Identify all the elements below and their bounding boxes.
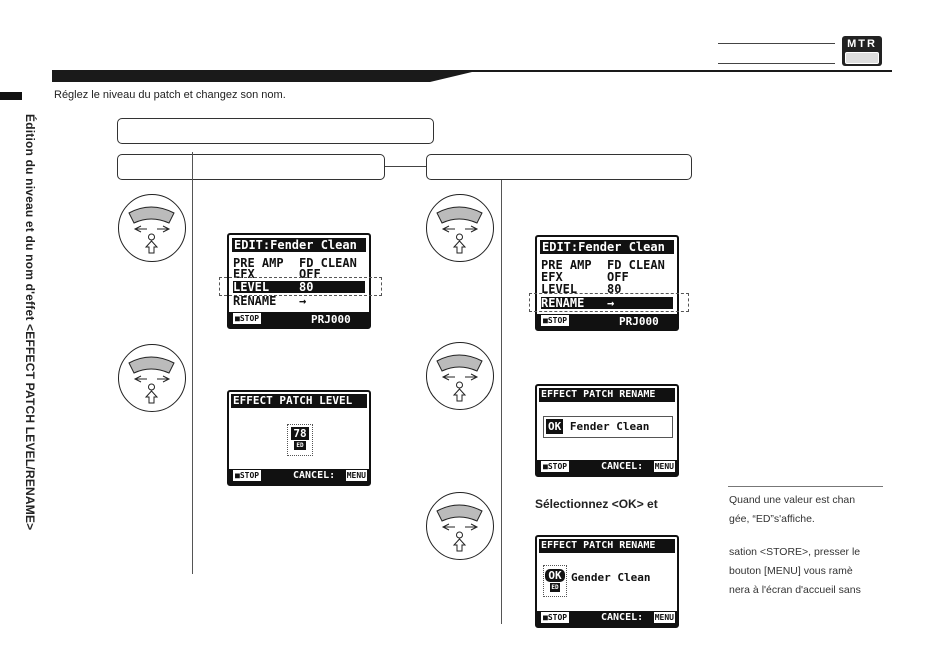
lcd-row: EFX OFF — [233, 267, 321, 281]
lcd-status-bar — [537, 460, 677, 475]
ok-button: OK — [545, 569, 565, 582]
ok-button: OK — [548, 420, 562, 433]
selection-highlight — [529, 293, 689, 312]
note-2 — [729, 543, 889, 600]
lcd-status-bar — [537, 611, 677, 626]
dial-icon — [426, 194, 494, 262]
step-box-main — [117, 118, 434, 144]
lcd-row: RENAME → — [233, 294, 307, 308]
lcd-row: EFX OFF — [541, 270, 629, 284]
lcd-title: EDIT:Fender Clean — [232, 238, 366, 252]
lcd-rename-fender — [535, 384, 679, 477]
dial-icon — [118, 194, 186, 262]
mtr-badge-icon — [845, 52, 879, 64]
project-name: PRJ000 — [311, 313, 351, 326]
patch-name: Gender Clean — [571, 571, 651, 584]
cancel-label: CANCEL: — [601, 461, 644, 472]
step-box-rename — [426, 154, 692, 180]
note-1 — [729, 491, 889, 529]
lcd-row: PRE AMP FD CLEAN — [541, 258, 665, 272]
stop-label: ■STOP — [235, 471, 260, 480]
dial-icon — [426, 342, 494, 410]
lcd-status-bar — [229, 312, 369, 327]
menu-label: MENU — [346, 471, 366, 480]
note-line: bouton [MENU] vous ramè — [729, 565, 853, 577]
lcd-row: PRE AMP FD CLEAN — [233, 256, 357, 270]
note-rule — [728, 486, 883, 487]
header-bar — [52, 70, 892, 82]
lcd-edit-rename — [535, 235, 679, 331]
stop-label: ■STOP — [543, 462, 568, 471]
dial-icon — [426, 492, 494, 560]
header-rule-top — [718, 43, 835, 44]
lcd-row: LEVEL 80 — [541, 282, 622, 296]
level-box — [287, 424, 313, 456]
stop-label: ■STOP — [235, 314, 260, 323]
patch-name: Fender Clean — [569, 420, 650, 433]
menu-label: MENU — [654, 462, 674, 471]
cancel-label: CANCEL: — [293, 470, 336, 481]
note-line: gée, “ED”s'affiche. — [729, 513, 815, 525]
box-connector — [385, 166, 426, 167]
lcd-status-bar — [229, 469, 369, 484]
column-line-left — [192, 152, 193, 574]
project-name: PRJ000 — [619, 315, 659, 328]
ed-tag: ED — [551, 584, 559, 591]
stop-label: ■STOP — [543, 316, 568, 325]
step-box-level — [117, 154, 385, 180]
name-field — [543, 416, 673, 438]
cancel-label: CANCEL: — [601, 612, 644, 623]
mtr-badge-label: MTR — [847, 38, 877, 50]
lcd-rename-gender — [535, 535, 679, 628]
intro-text: Réglez le niveau du patch et changez son nom. — [54, 89, 286, 101]
header-rule-bottom — [718, 63, 835, 64]
lcd-row-selected: LEVEL 80 — [233, 281, 365, 293]
side-tab — [0, 92, 22, 100]
ok-box — [543, 565, 567, 597]
note-line: Quand une valeur est chan — [729, 494, 856, 506]
select-ok-text: Sélectionnez <OK> et — [535, 497, 658, 511]
side-title: Édition du niveau et du nom d'effet <EFFECT PATCH LEVEL/RENAME> — [23, 114, 37, 531]
ed-tag: ED — [294, 441, 306, 450]
lcd-title: EFFECT PATCH LEVEL — [231, 394, 367, 408]
menu-label: MENU — [654, 613, 674, 622]
note-line: sation <STORE>, presser le — [729, 546, 861, 558]
column-line-right — [501, 180, 502, 624]
lcd-row-selected: RENAME → — [541, 297, 673, 309]
lcd-title: EDIT:Fender Clean — [540, 240, 674, 254]
lcd-title: EFFECT PATCH RENAME — [539, 539, 675, 553]
dial-icon — [118, 344, 186, 412]
mtr-badge — [842, 36, 882, 66]
stop-label: ■STOP — [543, 613, 568, 622]
level-value: 78 — [291, 427, 309, 440]
lcd-patch-level — [227, 390, 371, 486]
selection-highlight — [219, 277, 382, 296]
lcd-status-bar — [537, 314, 677, 329]
note-line: nera à l'écran d'accueil sans — [729, 584, 861, 596]
lcd-title: EFFECT PATCH RENAME — [539, 388, 675, 402]
